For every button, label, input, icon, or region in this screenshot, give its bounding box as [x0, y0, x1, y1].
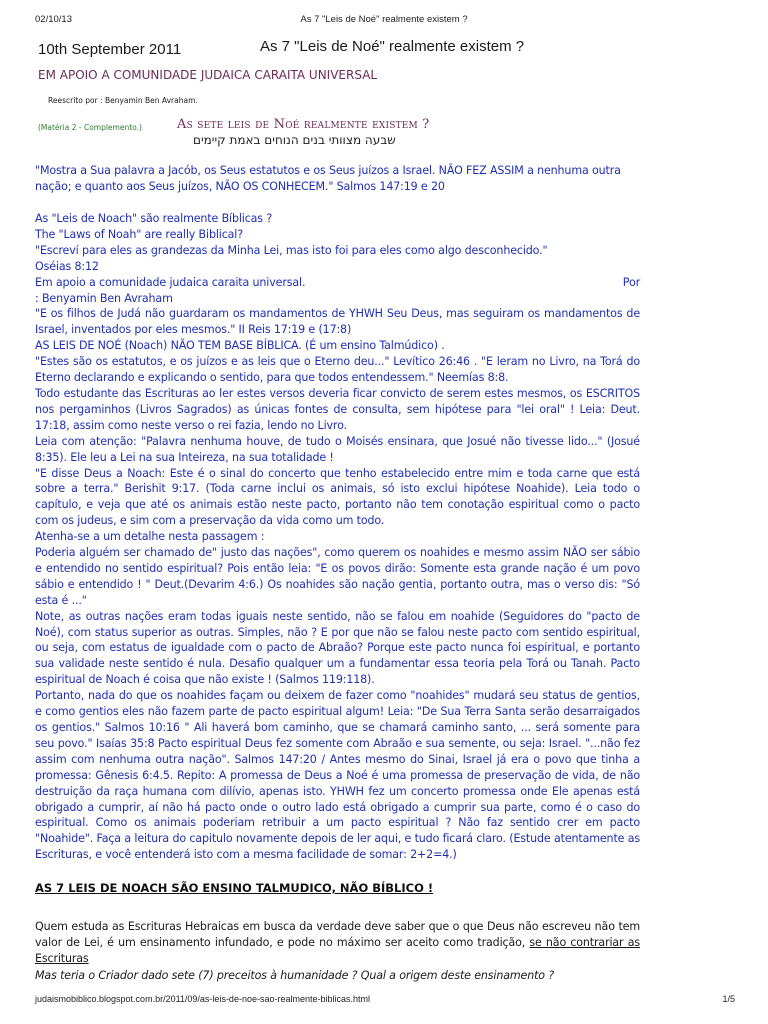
- article-body: [35, 211, 640, 863]
- closing-text: Quem estuda as Escrituras Hebraicas em busca da verdade deve saber que o que Deus não escreveu não tem valor de Lei, é um ensinamento infundado, e pode no máximo ser aceito como tradição,: [35, 920, 640, 949]
- support-text: Em apoio a comunidade judaica caraita universal.: [35, 275, 306, 289]
- por-text: Por: [622, 275, 640, 289]
- body-paragraph: "Estes são os estatutos, e os juízos e as leis que o Eterno deu..." Levítico 26:46 . "E leram no Livro, na Torá do Eterno declarando e explicando o sentido, para que todos entendessem." Neemías 8:8.: [35, 355, 640, 385]
- rewritten-by: Reescrito por : Benyamin Ben Avraham.: [48, 96, 198, 105]
- print-url: judaismobiblico.blogspot.com.br/2011/09/as-leis-de-noe-sao-realmente-biblicas.html: [35, 994, 370, 1004]
- closing-underlined: se não contrariar as Escrituras: [35, 935, 640, 965]
- closing-paragraph: [35, 919, 640, 967]
- print-page-title: As 7 "Leis de Noé" realmente existem ?: [300, 14, 468, 25]
- support-line: [35, 275, 640, 291]
- materia-label: (Matéria 2 - Complemento.): [38, 123, 142, 132]
- body-paragraph: Note, as outras nações eram todas iguais neste sentido, não se falou em noahide (Seguidores do "pacto de Noé), com status superior as outras. Simples, não ? E por que não se falou neste pacto com sentido espiritual, ou seja, com estatus de igualdade com o pacto de Abraão? Porque este pacto nunca foi espiritual, e portanto sua validade neste sentido é nula. Desafio qualquer um a fundamentar essa teoria pela Torá ou Tanah. Pacto espiritual de Noach é coisa que não existe ! (Salmos 119:118).: [35, 609, 640, 687]
- opening-verse: [35, 163, 640, 195]
- verse-paragraph: "Mostra a Sua palavra a Jacób, os Seus estatutos e os Seus juízos a Israel. NÃO FEZ ASSIM a nenhuma outra nação; e quanto aos Seus juízos, NÃO OS CONHECEM." Salmos 147:19 e 20: [35, 164, 621, 193]
- question-line: As "Leis de Noach" são realmente Bíblicas ?: [35, 212, 273, 225]
- body-paragraph: AS LEIS DE NOÉ (Noach) NÃO TEM BASE BÍBLICA. (É um ensino Talmúdico) .: [35, 339, 445, 353]
- author-line: : Benyamin Ben Avraham: [35, 291, 173, 305]
- reference-line: Oséias 8:12: [35, 259, 99, 273]
- body-paragraph: "E os filhos de Judá não guardaram os mandamentos de YHWH Seu Deus, mas seguiram os mandamentos de Israel, inventados por eles mesmos." II Reis 17:19 e (17:8): [35, 307, 640, 337]
- quote-line: "Escreví para eles as grandezas da Minha Lei, mas isto foi para eles como algo desconhecido.": [35, 243, 548, 257]
- closing-text-wrap: [35, 919, 640, 967]
- blog-header-text: EM APOIO A COMUNIDADE JUDAICA CARAITA UNIVERSAL: [38, 68, 378, 82]
- laws-heading: AS 7 LEIS DE NOACH SÃO ENSINO TALMUDICO, NÃO BÍBLICO !: [35, 881, 434, 895]
- body-paragraph: Todo estudante das Escrituras ao ler estes versos deveria ficar convicto de serem estes mesmos, os ESCRITOS nos pergaminhos (Livros Sagrados) as únicas fontes de consulta, sem hipótese para "lei oral" ! Leia: Deut. 17:18, assim como neste verso o rei fazia, lendo no Livro.: [35, 386, 640, 432]
- post-title-link[interactable]: As 7 "Leis de Noé" realmente existem ?: [260, 38, 525, 55]
- print-header: [0, 14, 768, 28]
- post-date: 10th September 2011: [38, 41, 182, 58]
- print-page-number: 1/5: [722, 994, 735, 1004]
- hebrew-subtitle: שבעה מצוותי בנים הנוחים באמת קיימים: [193, 133, 396, 147]
- print-footer: [0, 994, 768, 1008]
- body-paragraph: "E disse Deus a Noach: Este é o sinal do concerto que tenho estabelecido entre mim e toda carne que está sobre a terra." Berishit 9:17. (Toda carne inclui os animais, só isto exclui hipótese Noahide). Leia todo o capítulo, e veja que até os animais estão neste pacto, portanto não tem conotação espiritual como o pacto com os judeus, e sim com a preservação da vida como um todo.: [35, 466, 640, 528]
- body-paragraph: Poderia alguém ser chamado de" justo das nações", como querem os noahides e mesmo assim NÃO ser sábio e entendido no sentido espiritual? Pois então leia: "E os povos dirão: Somente esta grande nação é um povo sábio e entendido ! " Deut.(Devarim 4:6.) Os noahides são nação gentia, portanto outra, mas o verso dis: "Só esta é ...": [35, 546, 640, 607]
- body-paragraph: Atenha-se a um detalhe nesta passagem :: [35, 530, 265, 544]
- english-question-line: The "Laws of Noah" are really Biblical?: [35, 227, 243, 241]
- body-paragraph: Portanto, nada do que os noahides façam ou deixem de fazer como "noahides" mudará seu status de gentios, e como gentios eles não fazem parte de pacto espiritual algum! Leia: "De Sua Terra Santa serão desarraigados os gentios." Salmos 10:16 " Ali haverá bom caminho, que se chamará caminho santo, ... será somente para seu povo." Isaías 35:8 Pacto espiritual Deus fez somente com Abraão e sua semente, ou seja: Israel. "...não fez assim com nenhuma outra nação". Salmos 147:20 / Antes mesmo do Sinai, Israel já era o povo que tinha a promessa: Gênesis 6:4.5. Repito: A promessa de Deus a Noé é uma promessa de preservação de vida, de não destruição da raça humana com dilívio, apenas isto. YHWH fez um concerto promessa onde Ele apenas está obrigado a cumprir, aí não há pacto onde o outro lado está obrigado a cumprir sua parte, como é o caso do espiritual. Como os animais poderiam retribuir a um pacto espiritual ? Não faz sentido crer em pacto "Noahide". Faça a leitura do capitulo novamente depois de ler aqui, e tudo ficará claro. (Estude atentamente as Escrituras, e você entenderá isto com a mesma facilidade de somar: 2+2=4.): [35, 689, 640, 862]
- closing-question: Mas teria o Criador dado sete (7) preceitos à humanidade ? Qual a origem deste ensinamento ?: [35, 969, 555, 982]
- article-title: As sete leis de Noé realmente existem ?: [177, 117, 430, 132]
- body-paragraph: Leia com atenção: "Palavra nenhuma houve, de tudo o Moisés ensinara, que Josué não tivesse lido..." (Josué 8:35). Ele leu a Lei na sua Inteireza, na sua totalidade !: [35, 434, 640, 464]
- print-date: 02/10/13: [35, 14, 72, 25]
